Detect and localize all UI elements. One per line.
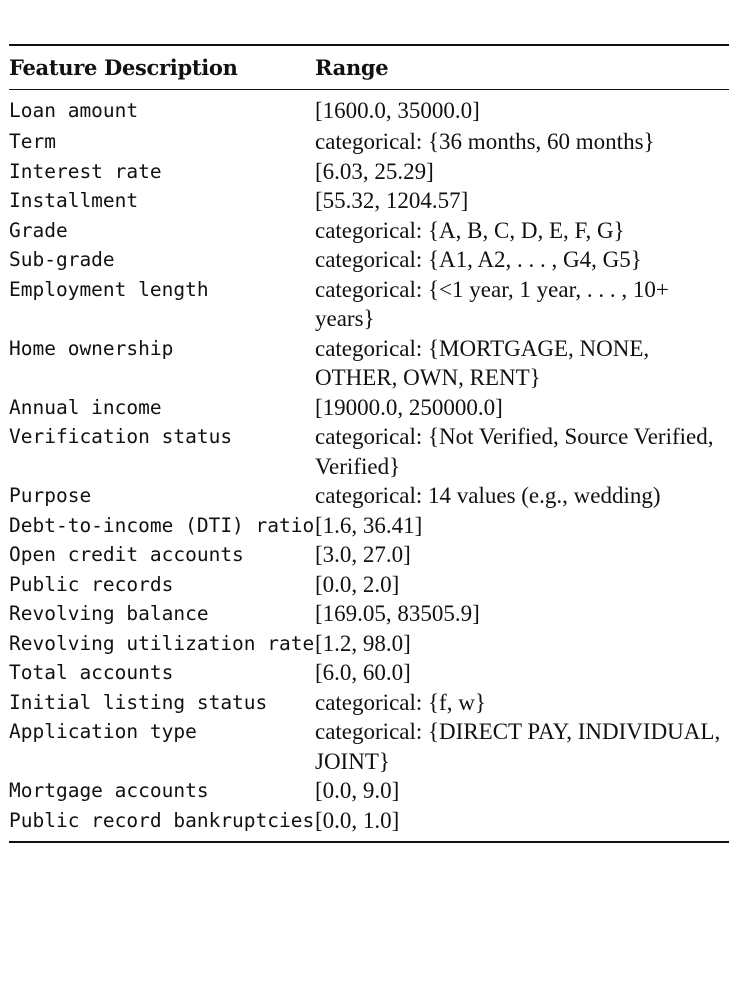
feature-cell: Open credit accounts: [9, 543, 244, 566]
table-row: [9, 540, 729, 570]
feature-cell: Term: [9, 130, 56, 153]
feature-cell: Sub-grade: [9, 248, 115, 271]
range-cell: [1.6, 36.41]: [315, 512, 423, 538]
feature-cell: Debt-to-income (DTI) ratio: [9, 513, 315, 537]
table-bottom-rule: [9, 841, 729, 843]
table-body: [9, 90, 729, 835]
table-row: [9, 570, 729, 600]
range-cell: categorical: {<1 year, 1 year, . . . , 10+ years}: [315, 276, 669, 331]
feature-cell: Initial listing status: [9, 690, 268, 714]
table-row: [9, 806, 729, 836]
feature-cell: Loan amount: [9, 99, 139, 122]
table-row: [9, 245, 729, 275]
table-row: [9, 95, 729, 127]
table-row: [9, 599, 729, 629]
table-row: [9, 157, 729, 187]
range-cell: categorical: {A1, A2, . . . , G4, G5}: [315, 247, 642, 272]
range-cell: [3.0, 27.0]: [315, 542, 411, 567]
feature-cell: Revolving utilization rate: [9, 631, 315, 655]
feature-cell: Home ownership: [9, 336, 174, 360]
feature-range-table: [9, 44, 729, 843]
feature-cell: Installment: [9, 189, 139, 212]
feature-cell: Grade: [9, 218, 68, 242]
feature-cell: Public record bankruptcies: [9, 808, 315, 832]
range-cell: [0.0, 9.0]: [315, 778, 400, 803]
header-feature-description: Feature Description: [9, 55, 238, 80]
table-row: [9, 717, 729, 776]
range-cell: [0.0, 1.0]: [315, 807, 400, 833]
table-row: [9, 511, 729, 541]
range-cell: categorical: {f, w}: [315, 689, 486, 715]
header-range: Range: [315, 55, 389, 80]
table-row: [9, 688, 729, 718]
table-row: [9, 186, 729, 216]
table-row: [9, 393, 729, 423]
range-cell: [6.03, 25.29]: [315, 158, 434, 184]
range-cell: [1600.0, 35000.0]: [315, 98, 480, 123]
feature-cell: Purpose: [9, 484, 92, 507]
feature-cell: Application type: [9, 720, 197, 743]
feature-cell: Total accounts: [9, 661, 174, 684]
range-cell: categorical: 14 values (e.g., wedding): [315, 483, 661, 508]
range-cell: [55.32, 1204.57]: [315, 188, 469, 213]
range-cell: [19000.0, 250000.0]: [315, 394, 503, 420]
feature-cell: Verification status: [9, 425, 233, 448]
range-cell: categorical: {36 months, 60 months}: [315, 129, 655, 154]
feature-cell: Interest rate: [9, 159, 162, 183]
range-cell: categorical: {A, B, C, D, E, F, G}: [315, 217, 625, 243]
range-cell: [6.0, 60.0]: [315, 660, 411, 685]
range-cell: [0.0, 2.0]: [315, 571, 400, 597]
range-cell: categorical: {DIRECT PAY, INDIVIDUAL, JOINT}: [315, 719, 721, 774]
range-cell: [1.2, 98.0]: [315, 630, 411, 656]
feature-cell: Mortgage accounts: [9, 779, 209, 802]
table-row: [9, 629, 729, 659]
table-row: [9, 275, 729, 334]
table-row: [9, 127, 729, 157]
range-cell: categorical: {MORTGAGE, NONE, OTHER, OWN, RENT}: [315, 335, 650, 390]
table-row: [9, 422, 729, 481]
range-cell: categorical: {Not Verified, Source Verified, Verified}: [315, 424, 714, 479]
table-row: [9, 481, 729, 511]
table-header: [9, 46, 729, 89]
feature-cell: Employment length: [9, 277, 209, 301]
table-row: [9, 658, 729, 688]
table-row: [9, 216, 729, 246]
table-row: [9, 334, 729, 393]
range-cell: [169.05, 83505.9]: [315, 601, 480, 626]
feature-cell: Public records: [9, 572, 174, 596]
table-row: [9, 776, 729, 806]
feature-cell: Revolving balance: [9, 602, 209, 625]
feature-cell: Annual income: [9, 395, 162, 419]
